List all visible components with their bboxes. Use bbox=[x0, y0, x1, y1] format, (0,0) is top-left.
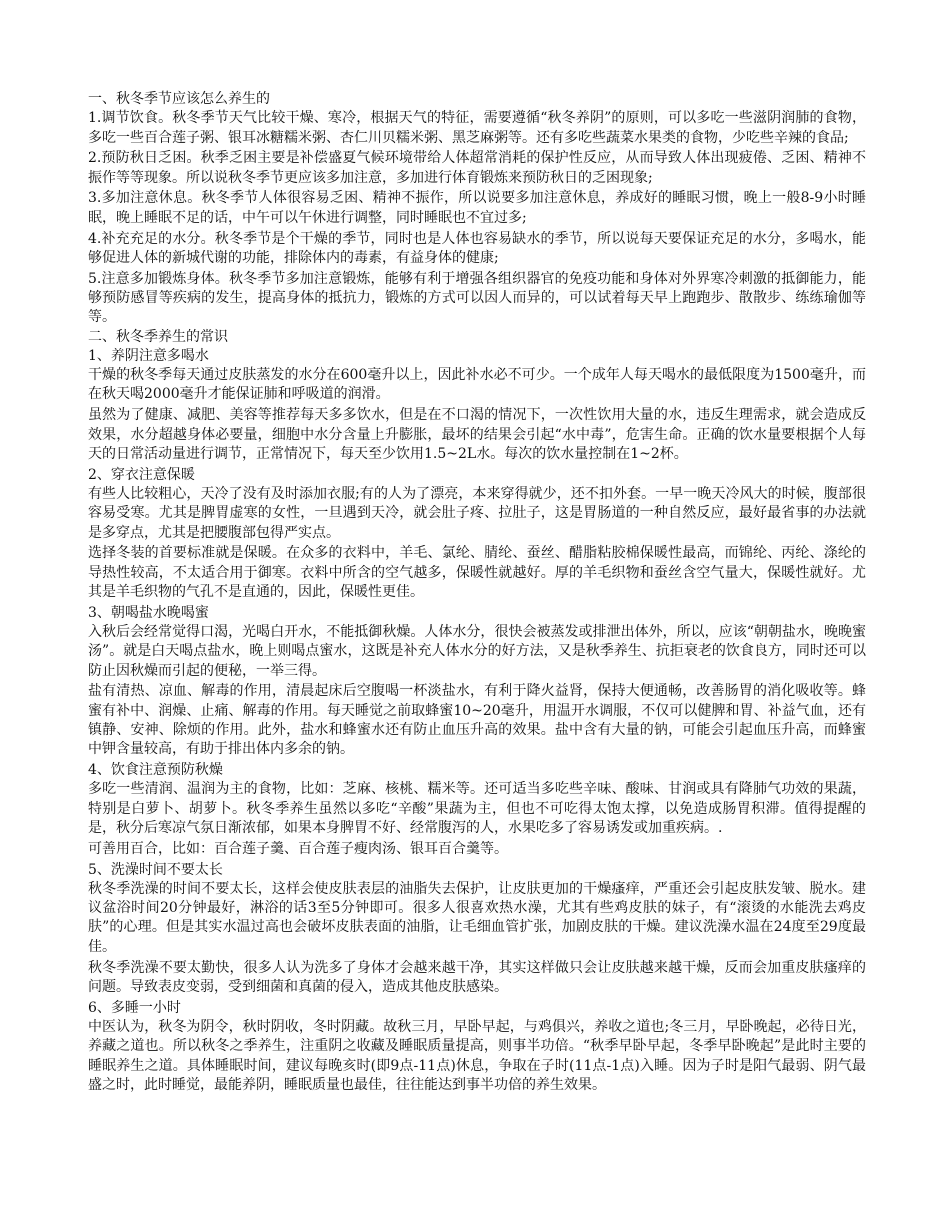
section-heading: 一、秋冬季节应该怎么养生的 bbox=[88, 91, 270, 107]
paragraph: 3.多加注意休息。秋冬季节人体很容易乏困、精神不振作，所以说要多加注意休息，养成好的睡眠习惯，晚上一般8-9小时睡眠，晚上睡眠不足的话，中午可以午休进行调整，同时睡眠也不宜过多; bbox=[88, 190, 866, 226]
section-heading: 二、秋冬季养生的常识 bbox=[88, 328, 228, 345]
paragraph: 虽然为了健康、减肥、美容等推荐每天多多饮水，但是在不口渴的情况下，一次性饮用大量的水，违反生理需求，就会造成反效果，水分超越身体必要量，细胞中水分含量上升膨胀，最坏的结果会引起“水中毒”，危害生命。正确的饮水量要根据个人每天的日常活动量进行调节，正常情况下，每天至少饮用1.5~2L水。每次的饮水量控制在1~2杯。 bbox=[88, 407, 866, 462]
paragraph: 秋冬季洗澡不要太勤快，很多人认为洗多了身体才会越来越干净，其实这样做只会让皮肤越来越干燥，反而会加重皮肤瘙痒的问题。导致表皮变弱，受到细菌和真菌的侵入，造成其他皮肤感染。 bbox=[88, 959, 866, 995]
subsection-heading: 1、养阴注意多喝水 bbox=[88, 347, 209, 364]
paragraph: 5.注意多加锻炼身体。秋冬季节多加注意锻炼，能够有利于增强各组织器官的免疫功能和身体对外界寒冷刺激的抵御能力，能够预防感冒等疾病的发生，提高身体的抵抗力，锻炼的方式可以因人而异的，可以试着每天早上跑跑步、散散步、练练瑜伽等等。 bbox=[88, 270, 866, 326]
subsection-heading: 6、多睡一小时 bbox=[88, 999, 181, 1016]
paragraph: 可善用百合，比如：百合莲子羹、百合莲子瘦肉汤、银耳百合羹等。 bbox=[88, 840, 508, 857]
document-body bbox=[88, 90, 866, 1097]
paragraph: 选择冬装的首要标准就是保暖。在众多的衣料中，羊毛、氯纶、腈纶、蚕丝、醋脂粘胶棉保暖性最高，而锦纶、丙纶、涤纶的导热性较高，不太适合用于御寒。衣料中所含的空气越多，保暖性就越好。厚的羊毛织物和蚕丝含空气量大，保暖性就好。尤其是羊毛织物的气孔不是直通的，因此，保暖性更佳。 bbox=[88, 545, 866, 600]
paragraph: 秋冬季洗澡的时间不要太长，这样会使皮肤表层的油脂失去保护，让皮肤更加的干燥瘙痒，严重还会引起皮肤发皱、脱水。建议盆浴时间20分钟最好，淋浴的话3至5分钟即可。很多人很喜欢热水澡，尤其有些鸡皮肤的妹子，有“滚烫的水能洗去鸡皮肤”的心理。但是其实水温过高也会破坏皮肤表面的油脂，让毛细血管扩张，加剧皮肤的干燥。建议洗澡水温在24度至29度最佳。 bbox=[88, 880, 866, 955]
paragraph: 干燥的秋冬季每天通过皮肤蒸发的水分在600毫升以上，因此补水必不可少。一个成年人每天喝水的最低限度为1500毫升，而在秋天喝2000毫升才能保证肺和呼吸道的润滑。 bbox=[88, 367, 866, 403]
paragraph: 1.调节饮食。秋冬季节天气比较干燥、寒冷，根据天气的特征，需要遵循“秋冬养阴”的原则，可以多吃一些滋阴润肺的食物，多吃一些百合莲子粥、银耳冰糖糯米粥、杏仁川贝糯米粥、黑芝麻粥等。还有多吃些蔬菜水果类的食物，少吃些辛辣的食品; bbox=[88, 110, 866, 146]
paragraph: 中医认为，秋冬为阴令，秋时阴收，冬时阴藏。故秋三月，早卧早起，与鸡俱兴，养收之道也;冬三月，早卧晚起，必待日光，养藏之道也。所以秋冬之季养生，注重阴之收藏及睡眠质量提高，则事半功倍。“秋季早卧早起，冬季早卧晚起”是此时主要的睡眠养生之道。具体睡眠时间，建议每晚亥时(即9点-11点)休息，争取在子时(11点-1点)入睡。因为子时是阳气最弱、阴气最盛之时，此时睡觉，最能养阴，睡眠质量也最佳，往往能达到事半功倍的养生效果。 bbox=[88, 1018, 866, 1093]
subsection-heading: 5、洗澡时间不要太长 bbox=[88, 861, 223, 878]
paragraph: 多吃一些清润、温润为主的食物，比如：芝麻、核桃、糯米等。还可适当多吃些辛味、酸味、甘润或具有降肺气功效的果蔬，特别是白萝卜、胡萝卜。秋冬季养生虽然以多吃“辛酸”果蔬为主，但也不可吃得太饱太撑，以免造成肠胃积滞。值得提醒的是，秋分后寒凉气氛日渐浓郁，如果本身脾胃不好、经常腹泻的人，水果吃多了容易诱发或加重疾病。. bbox=[88, 781, 866, 836]
paragraph: 有些人比较粗心，天冷了没有及时添加衣服;有的人为了漂亮，本来穿得就少，还不扣外套。一早一晚天冷风大的时候，腹部很容易受寒。尤其是脾胃虚寒的女性，一旦遇到天冷，就会肚子疼、拉肚子，这是胃肠道的一种自然反应，最好最省事的办法就是多穿点，尤其是把腰腹部包得严实点。 bbox=[88, 485, 866, 541]
subsection-heading: 3、朝喝盐水晚喝蜜 bbox=[88, 604, 209, 621]
paragraph: 入秋后会经常觉得口渴，光喝白开水，不能抵御秋燥。人体水分，很快会被蒸发或排泄出体外，所以，应该“朝朝盐水，晚晚蜜汤”。就是白天喝点盐水，晚上则喝点蜜水，这既是补充人体水分的好方法，又是秋季养生、抗拒衰老的饮食良方，同时还可以防止因秋燥而引起的便秘，一举三得。 bbox=[88, 624, 866, 679]
subsection-heading: 4、饮食注意预防秋燥 bbox=[88, 762, 223, 779]
paragraph: 2.预防秋日乏困。秋季乏困主要是补偿盛夏气候环境带给人体超常消耗的保护性反应，从而导致人体出现疲倦、乏困、精神不振作等等现象。所以说秋冬季节更应该多加注意，多加进行体育锻炼来预防秋日的乏困现象; bbox=[88, 150, 866, 186]
paragraph: 4.补充充足的水分。秋冬季节是个干燥的季节，同时也是人体也容易缺水的季节，所以说每天要保证充足的水分，多喝水，能够促进人体的新城代谢的功能，排除体内的毒素，有益身体的健康; bbox=[88, 230, 866, 266]
paragraph: 盐有清热、凉血、解毒的作用，清晨起床后空腹喝一杯淡盐水，有利于降火益肾，保持大便通畅，改善肠胃的消化吸收等。蜂蜜有补中、润燥、止痛、解毒的作用。每天睡觉之前取蜂蜜10~20毫升，用温开水调服，不仅可以健脾和胃、补益气血，还有镇静、安神、除烦的作用。此外，盐水和蜂蜜水还有防止血压升高的效果。盐中含有大量的钠，可能会引起血压升高，而蜂蜜中钾含量较高，有助于排出体内多余的钠。 bbox=[88, 683, 866, 758]
subsection-heading: 2、穿衣注意保暖 bbox=[88, 466, 195, 483]
